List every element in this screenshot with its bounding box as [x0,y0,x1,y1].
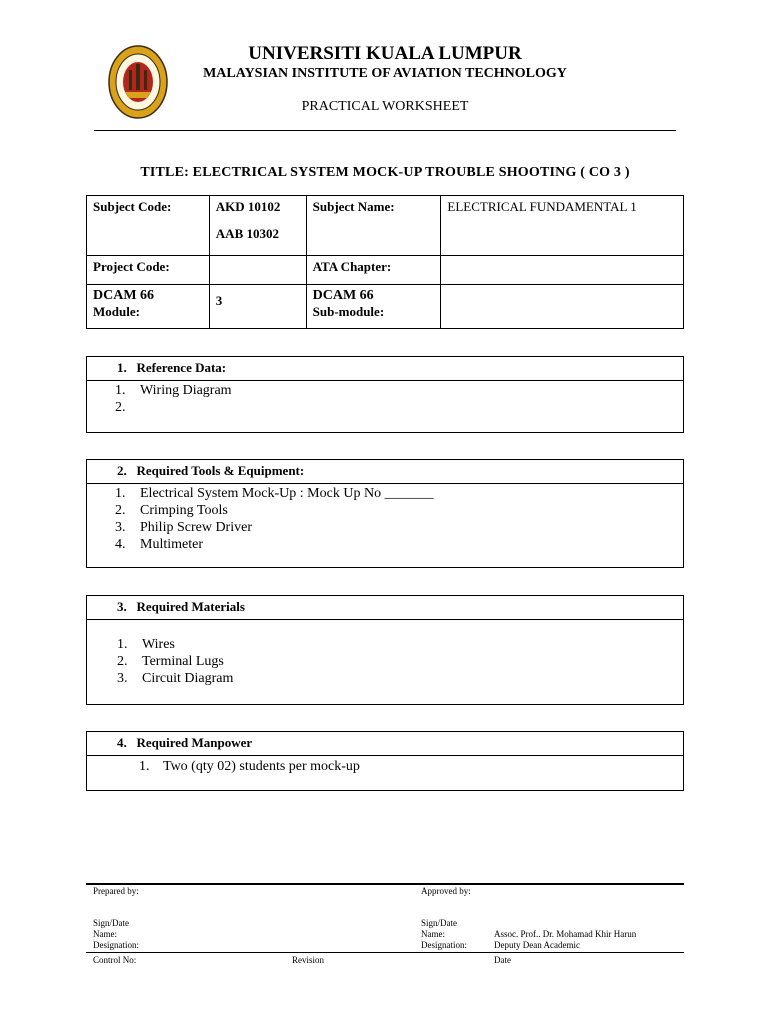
submodule-value [441,285,684,329]
date-label: Date [494,955,511,965]
subject-code-1: AKD 10102 [215,199,281,214]
name-left: Name: [93,929,117,939]
section-title: Required Tools & Equipment: [136,463,305,478]
designation-right: Designation: [421,940,467,950]
list-item: 1. Two (qty 02) students per mock-up [139,759,360,774]
module-value: 3 [209,285,306,329]
list-item: 3. Circuit Diagram [117,671,234,686]
required-manpower-header [87,732,683,756]
designation-left: Designation: [93,940,139,950]
required-manpower-section [86,731,684,791]
required-materials-list [87,620,683,687]
list-item: 1. Wiring Diagram [115,383,232,398]
approved-by-label: Approved by: [421,886,471,896]
control-no-label: Control No: [93,955,137,965]
submodule-label-1: DCAM 66 [312,288,374,303]
submodule-label-2: Sub-module: [312,304,385,319]
required-materials-header [87,596,683,620]
approver-designation: Deputy Dean Academic [494,940,580,950]
list-item: 1. Electrical System Mock-Up : Mock Up No _______ [115,486,434,501]
list-item: 2. [115,400,126,415]
list-item: 2. Crimping Tools [115,503,228,518]
sign-date-left: Sign/Date [93,918,129,928]
required-materials-section [86,595,684,705]
subject-code-2: AAB 10302 [215,226,279,241]
module-label-2: Module: [93,304,140,319]
section-title: Reference Data: [136,360,227,375]
module-label-1: DCAM 66 [93,288,155,303]
ata-chapter-label: ATA Chapter: [306,256,441,285]
tools-equipment-list [87,484,683,553]
section-number: 3. [117,599,127,614]
footer-top-rule [86,883,684,885]
subject-info-table [86,195,684,329]
submodule-label-cell [306,285,441,329]
ata-chapter [441,256,684,285]
section-title: Required Materials [136,599,245,614]
tools-equipment-section [86,459,684,568]
module-label-cell [87,285,210,329]
section-number: 1. [117,360,127,375]
tools-equipment-header [87,460,683,484]
section-number: 2. [117,463,127,478]
name-right: Name: [421,929,445,939]
approver-name: Assoc. Prof.. Dr. Mohamad Khir Harun [494,929,637,939]
section-title: Required Manpower [136,735,253,750]
sign-date-right: Sign/Date [421,918,457,928]
footer-bottom-rule [86,952,684,953]
list-item: 4. Multimeter [115,537,203,552]
project-code [209,256,306,285]
university-name: UNIVERSITI KUALA LUMPUR [248,43,522,64]
required-manpower-list [87,756,683,775]
list-item: 3. Philip Screw Driver [115,520,252,535]
subject-code-cell [209,196,306,256]
institute-name: MALAYSIAN INSTITUTE OF AVIATION TECHNOLOGY [203,66,567,81]
subject-name: ELECTRICAL FUNDAMENTAL 1 [441,196,684,256]
reference-data-header [87,357,683,381]
list-item: 2. Terminal Lugs [117,654,224,669]
header-divider [94,130,676,131]
revision-label: Revision [292,955,325,965]
university-logo [107,44,169,120]
reference-data-section [86,356,684,433]
section-number: 4. [117,735,127,750]
subject-name-label: Subject Name: [306,196,441,256]
project-code-label: Project Code: [87,256,210,285]
list-item: 1. Wires [117,637,175,652]
document-title: TITLE: ELECTRICAL SYSTEM MOCK-UP TROUBLE SHOOTING ( CO 3 ) [140,165,630,180]
prepared-by-label: Prepared by: [93,886,139,896]
worksheet-label: PRACTICAL WORKSHEET [301,99,469,114]
reference-data-list [87,381,683,416]
subject-code-label: Subject Code: [87,196,210,256]
